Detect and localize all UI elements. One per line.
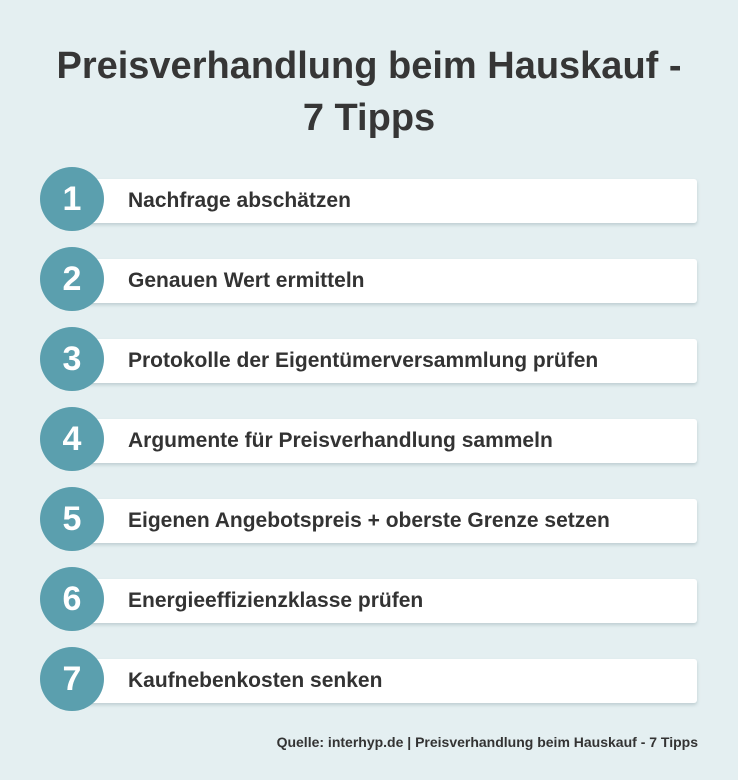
tip-label: Energieeffizienzklasse prüfen xyxy=(128,589,424,612)
tip-card xyxy=(80,579,697,623)
tip-number-badge: 7 xyxy=(40,647,104,711)
tip-label: Protokolle der Eigentümerversammlung prüfen xyxy=(128,349,599,372)
tip-card xyxy=(80,179,697,223)
tip-number-badge: 3 xyxy=(40,327,104,391)
tip-item-7 xyxy=(40,647,700,711)
tip-item-3 xyxy=(40,327,700,391)
tip-item-2 xyxy=(40,247,700,311)
title-line-2: 7 Tipps xyxy=(302,97,436,139)
tip-item-5 xyxy=(40,487,700,551)
tip-number-badge: 4 xyxy=(40,407,104,471)
tips-list xyxy=(40,167,700,727)
tip-label: Argumente für Preisverhandlung sammeln xyxy=(128,429,553,452)
tip-label: Eigenen Angebotspreis + oberste Grenze setzen xyxy=(128,509,610,532)
tip-card xyxy=(80,419,697,463)
tip-card xyxy=(80,339,697,383)
title-line-1: Preisverhandlung beim Hauskauf - xyxy=(56,45,682,87)
tip-label: Genauen Wert ermitteln xyxy=(128,269,365,292)
source-caption: Quelle: interhyp.de | Preisverhandlung beim Hauskauf - 7 Tipps xyxy=(276,734,698,750)
tip-number-badge: 5 xyxy=(40,487,104,551)
tip-card xyxy=(80,659,697,703)
tip-card xyxy=(80,259,697,303)
tip-label: Nachfrage abschätzen xyxy=(128,189,351,212)
tip-number-badge: 1 xyxy=(40,167,104,231)
tip-label: Kaufnebenkosten senken xyxy=(128,669,383,692)
tip-number-badge: 2 xyxy=(40,247,104,311)
tip-number-badge: 6 xyxy=(40,567,104,631)
page-title xyxy=(0,40,738,144)
tip-card xyxy=(80,499,697,543)
tip-item-6 xyxy=(40,567,700,631)
tip-item-4 xyxy=(40,407,700,471)
tip-item-1 xyxy=(40,167,700,231)
